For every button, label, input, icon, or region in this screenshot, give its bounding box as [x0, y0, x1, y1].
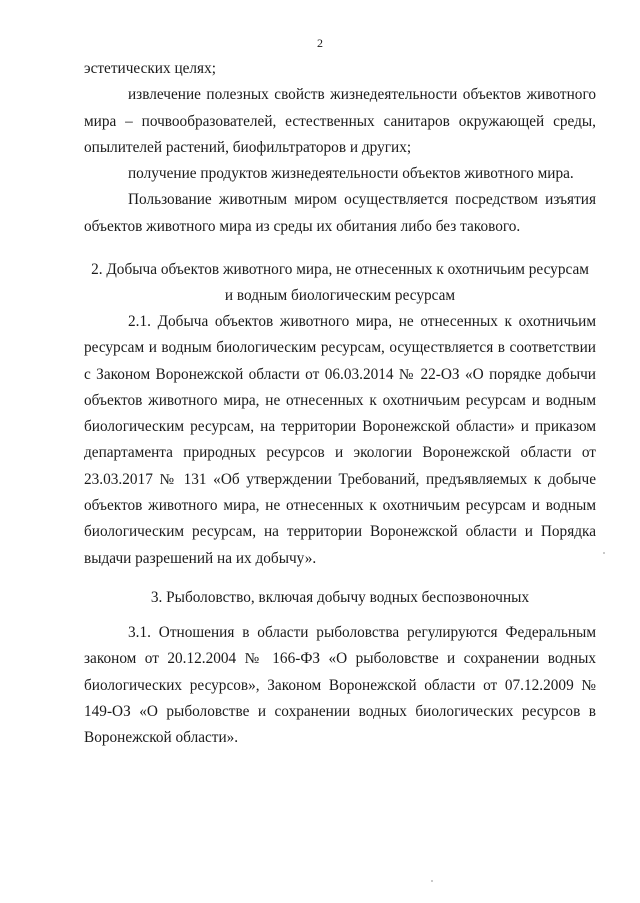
section-3-heading-text: 3. Рыболовство, включая добычу водных беспозвоночных [150, 589, 530, 606]
paragraph-2-1: 2.1. Добыча объектов животного мира, не отнесенных к охотничьим ресурсам и водным биологическим ресурсам, осуществляется в соответствии с Законом Воронежской области от 06.03.2014 № 22-ОЗ «О порядке добычи объектов животного мира, не отнесенных к охотничьим ресурсам и водным биологическим ресурсам, на территории Воронежской области» и приказом департамента природных ресурсов и экологии Воронежской области от 23.03.2017 № 131 «Об утверждении Требований, предъявляемых к добыче объектов животного мира, не отнесенных к охотничьим ресурсам и водным биологическим ресурсам, на территории Воронежской области и Порядка выдачи разрешений на их добычу». [84, 313, 596, 567]
section-2-body [84, 309, 596, 572]
section-2-heading-line1: 2. Добыча объектов животного мира, не отнесенных к охотничьим ресурсам [91, 261, 589, 278]
section-3-body [84, 620, 596, 751]
scan-speck [431, 880, 433, 882]
paragraph-wildlife-use: Пользование животным миром осуществляется посредством изъятия объектов животного мира из среды их обитания либо без такового. [84, 191, 596, 235]
section-2-heading-line2: и водным биологическим ресурсам [224, 287, 456, 305]
section-3-heading [84, 585, 596, 611]
section-2-heading [84, 257, 596, 310]
scan-speck [603, 552, 605, 554]
paragraph-useful-properties: извлечение полезных свойств жизнедеятельности объектов животного мира – почвообразователей, естественных санитаров окружающей среды, опылителей растений, биофильтраторов и других; [84, 86, 596, 156]
page-number: 2 [317, 36, 323, 50]
paragraph-aesthetic-purposes: эстетических целях; [84, 60, 216, 77]
paragraph-products: получение продуктов жизнедеятельности объектов животного мира. [128, 165, 574, 183]
list-continuation [84, 56, 596, 240]
paragraph-3-1: 3.1. Отношения в области рыболовства регулируются Федеральным законом от 20.12.2004 № 166-ФЗ «О рыболовстве и сохранении водных биологических ресурсов», Законом Воронежской области от 07.12.2009 № 149-ОЗ «О рыболовстве и сохранении водных биологических ресурсов в Воронежской области». [84, 624, 596, 747]
